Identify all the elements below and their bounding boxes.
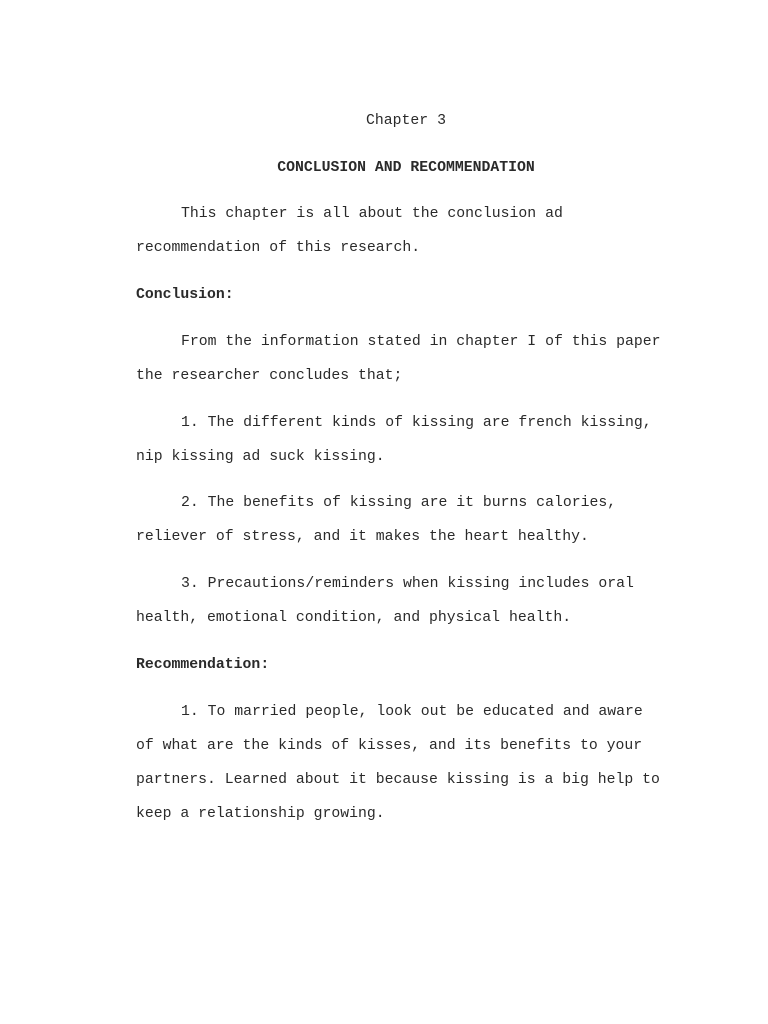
conclusion-item-1-line-2: nip kissing ad suck kissing. <box>136 449 385 465</box>
chapter-title: CONCLUSION AND RECOMMENDATION <box>277 160 535 176</box>
recommendation-item-1-line-3: partners. Learned about it because kissing is a big help to <box>136 772 660 788</box>
conclusion-heading: Conclusion: <box>136 287 234 303</box>
conclusion-item-2-line-1: 2. The benefits of kissing are it burns calories, <box>181 495 617 511</box>
conclusion-item-3-line-2: health, emotional condition, and physical health. <box>136 610 572 626</box>
conclusion-item-3-line-1: 3. Precautions/reminders when kissing includes oral <box>181 576 634 592</box>
recommendation-heading: Recommendation: <box>136 657 270 673</box>
conclusion-item-2-line-2: reliever of stress, and it makes the heart healthy. <box>136 529 589 545</box>
recommendation-item-1-line-1: 1. To married people, look out be educated and aware <box>181 704 643 720</box>
intro-line-2: recommendation of this research. <box>136 240 421 256</box>
recommendation-item-1-line-4: keep a relationship growing. <box>136 806 385 822</box>
conclusion-item-1-line-1: 1. The different kinds of kissing are french kissing, <box>181 415 652 431</box>
chapter-label: Chapter 3 <box>366 113 446 129</box>
conclusion-lead-line-1: From the information stated in chapter I of this paper <box>181 334 661 350</box>
intro-line-1: This chapter is all about the conclusion ad <box>181 206 563 222</box>
conclusion-lead-line-2: the researcher concludes that; <box>136 368 403 384</box>
recommendation-item-1-line-2: of what are the kinds of kisses, and its benefits to your <box>136 738 643 754</box>
